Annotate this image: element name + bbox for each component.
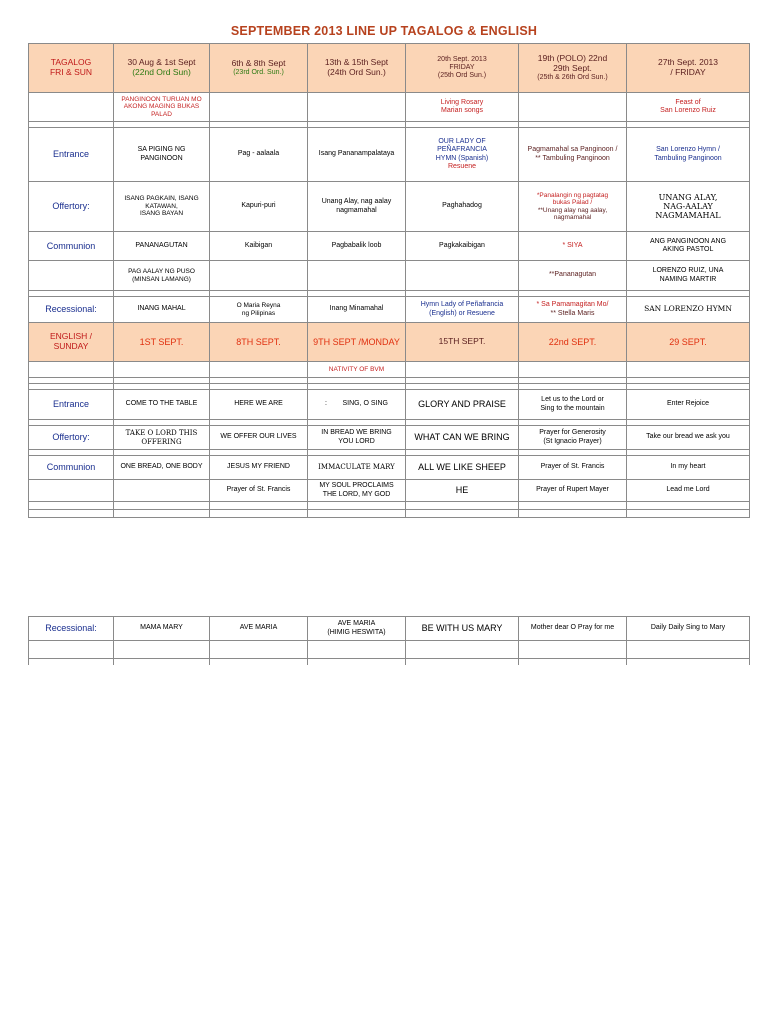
tagalog-date-1: 30 Aug & 1st Sept (22nd Ord Sun) [114, 44, 210, 93]
english-date-6: 29 SEPT. [627, 323, 750, 362]
table-cell: * Sa Pamamagitan Mo/ ** Stella Maris [519, 297, 627, 323]
english-header-row [29, 323, 750, 362]
english-recessional-table [28, 616, 750, 665]
table-cell: Pagbabalik loob [308, 232, 406, 261]
page-title: SEPTEMBER 2013 LINE UP TAGALOG & ENGLISH [230, 24, 538, 38]
spacer-row [29, 641, 750, 659]
tagalog-notes-row [29, 93, 750, 122]
spacer-row [29, 510, 750, 518]
tagalog-date-2: 6th & 8th Sept (23rd Ord. Sun.) [210, 44, 308, 93]
table-cell: Prayer for Generosity (St Ignacio Prayer) [519, 426, 627, 450]
table-cell: COME TO THE TABLE [114, 390, 210, 420]
table-cell: Prayer of St. Francis [210, 480, 308, 502]
english-communion-row [29, 456, 750, 480]
table-cell: Mother dear O Pray for me [519, 617, 627, 641]
table-cell: IMMACULATE MARY [308, 456, 406, 480]
tagalog-offertory-row [29, 182, 750, 232]
table-cell: : SING, O SING [308, 390, 406, 420]
lineup-table [28, 43, 750, 518]
table-cell: ISANG PAGKAIN, ISANG KATAWAN, ISANG BAYAN [114, 182, 210, 232]
entrance-label: Entrance [29, 390, 114, 420]
table-cell: IN BREAD WE BRING YOU LORD [308, 426, 406, 450]
table-cell: Lead me Lord [627, 480, 750, 502]
table-cell: GLORY AND PRAISE [406, 390, 519, 420]
table-cell: Take our bread we ask you [627, 426, 750, 450]
english-recessional-row [29, 617, 750, 641]
table-cell: Enter Rejoice [627, 390, 750, 420]
offertory-label: Offertory: [29, 182, 114, 232]
communion-label: Communion [29, 456, 114, 480]
table-cell: WE OFFER OUR LIVES [210, 426, 308, 450]
english-note-row [29, 362, 750, 378]
table-cell: Pagkakaibigan [406, 232, 519, 261]
table-cell: INANG MAHAL [114, 297, 210, 323]
tagalog-note-1: PANGINOON TURUAN MO AKONG MAGING BUKAS PALAD [114, 93, 210, 122]
tagalog-communion2-row [29, 261, 750, 291]
english-offertory-row [29, 426, 750, 450]
table-cell: ALL WE LIKE SHEEP [406, 456, 519, 480]
table-cell: HE [406, 480, 519, 502]
table-cell: JESUS MY FRIEND [210, 456, 308, 480]
english-date-3: 9TH SEPT /MONDAY [308, 323, 406, 362]
recessional-label: Recessional: [29, 617, 114, 641]
table-cell: *Panalangin ng pagtatag bukas Palad / **Unang alay nag aalay, nagmamahal [519, 182, 627, 232]
table-cell: San Lorenzo Hymn / Tambuling Panginoon [627, 128, 750, 182]
tagalog-date-6: 27th Sept. 2013 / FRIDAY [627, 44, 750, 93]
english-date-2: 8TH SEPT. [210, 323, 308, 362]
tagalog-header-row [29, 44, 750, 93]
table-cell: Inang Minamahal [308, 297, 406, 323]
table-cell: BE WITH US MARY [406, 617, 519, 641]
recessional-label: Recessional: [29, 297, 114, 323]
table-cell: Pagmamahal sa Panginoon / ** Tambuling Panginoon [519, 128, 627, 182]
table-cell: Prayer of St. Francis [519, 456, 627, 480]
table-cell: **Pananagutan [519, 261, 627, 291]
table-cell: Paghahadog [406, 182, 519, 232]
tagalog-entrance-row [29, 128, 750, 182]
table-cell: * SIYA [519, 232, 627, 261]
table-cell: LORENZO RUIZ, UNA NAMING MARTIR [627, 261, 750, 291]
table-cell: PANANAGUTAN [114, 232, 210, 261]
table-cell: AVE MARIA [210, 617, 308, 641]
table-cell: ONE BREAD, ONE BODY [114, 456, 210, 480]
table-cell: Kapuri-puri [210, 182, 308, 232]
spacer-row [29, 659, 750, 665]
tagalog-note-4: Living Rosary Marian songs [406, 93, 519, 122]
english-communion2-row [29, 480, 750, 502]
english-date-5: 22nd SEPT. [519, 323, 627, 362]
table-cell: In my heart [627, 456, 750, 480]
table-cell: PAG AALAY NG PUSO (MINSAN LAMANG) [114, 261, 210, 291]
table-cell: UNANG ALAY, NAG-AALAY NAGMAMAHAL [627, 182, 750, 232]
table-cell: O Maria Reyna ng Pilipinas [210, 297, 308, 323]
table-cell: Unang Alay, nag aalay nagmamahal [308, 182, 406, 232]
table-cell: WHAT CAN WE BRING [406, 426, 519, 450]
spacer-row [29, 502, 750, 510]
tagalog-recessional-row [29, 297, 750, 323]
entrance-label: Entrance [29, 128, 114, 182]
table-cell: TAKE O LORD THIS OFFERING [114, 426, 210, 450]
tagalog-communion-row [29, 232, 750, 261]
tagalog-note-6: Feast of San Lorenzo Ruiz [627, 93, 750, 122]
nativity-note: NATIVITY OF BVM [308, 362, 406, 378]
tagalog-date-4: 20th Sept. 2013 FRIDAY (25th Ord Sun.) [406, 44, 519, 93]
communion-label: Communion [29, 232, 114, 261]
table-cell: MY SOUL PROCLAIMS THE LORD, MY GOD [308, 480, 406, 502]
tagalog-date-5: 19th (POLO) 22nd 29th Sept. (25th & 26th Ord Sun.) [519, 44, 627, 93]
english-date-4: 15TH SEPT. [406, 323, 519, 362]
table-cell: AVE MARIA (HIMIG HESWITA) [308, 617, 406, 641]
table-cell: OUR LADY OF PEÑAFRANCIA HYMN (Spanish) Resuene [406, 128, 519, 182]
english-entrance-row [29, 390, 750, 420]
table-cell: Daily Daily Sing to Mary [627, 617, 750, 641]
table-cell: Kaibigan [210, 232, 308, 261]
table-cell: Hymn Lady of Peñafrancia (English) or Resuene [406, 297, 519, 323]
offertory-label: Offertory: [29, 426, 114, 450]
english-label: ENGLISH / SUNDAY [29, 323, 114, 362]
table-cell: Let us to the Lord or Sing to the mountain [519, 390, 627, 420]
table-cell: Isang Pananampalataya [308, 128, 406, 182]
tagalog-label: TAGALOG FRI & SUN [29, 44, 114, 93]
table-cell: ANG PANGINOON ANG AKING PASTOL [627, 232, 750, 261]
table-cell: MAMA MARY [114, 617, 210, 641]
table-cell: SAN LORENZO HYMN [627, 297, 750, 323]
table-cell: Prayer of Rupert Mayer [519, 480, 627, 502]
table-cell: Pag - aalaala [210, 128, 308, 182]
tagalog-date-3: 13th & 15th Sept (24th Ord Sun.) [308, 44, 406, 93]
table-cell: HERE WE ARE [210, 390, 308, 420]
english-date-1: 1ST SEPT. [114, 323, 210, 362]
table-cell: SA PIGING NG PANGINOON [114, 128, 210, 182]
